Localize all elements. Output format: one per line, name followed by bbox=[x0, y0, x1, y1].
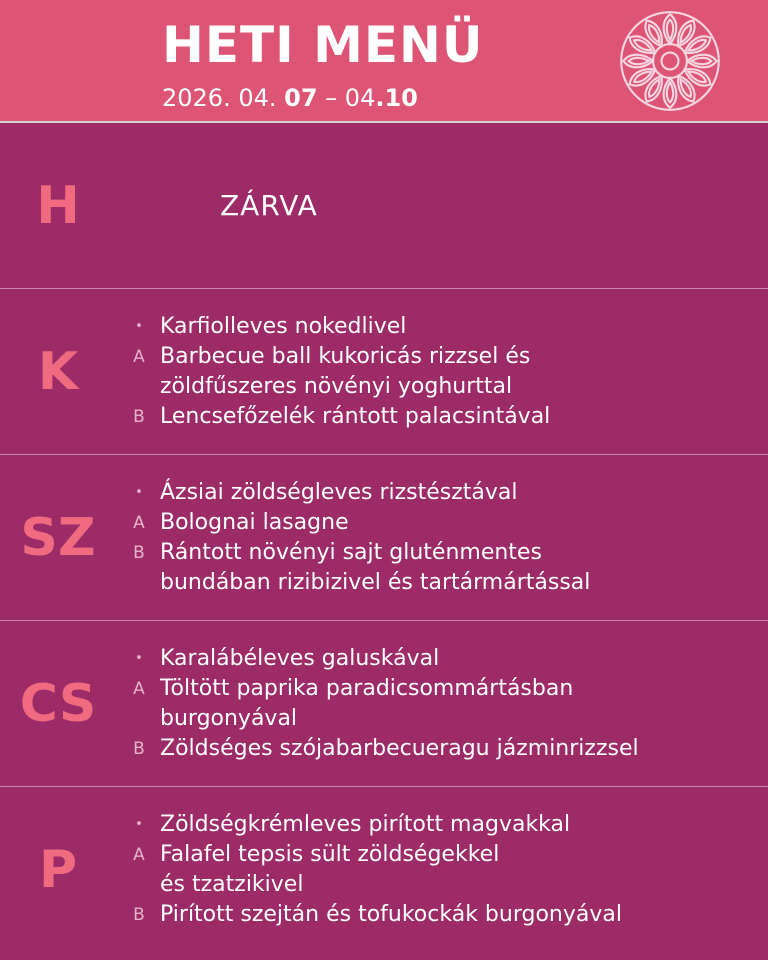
menu-item-text: Karfiolleves nokedlivel bbox=[160, 313, 407, 339]
menu-days bbox=[0, 123, 768, 953]
menu-item-line bbox=[118, 342, 758, 372]
menu-item-text: Barbecue ball kukoricás rizzsel és bbox=[160, 343, 531, 369]
day-letter: H bbox=[36, 175, 80, 236]
menu-item-line bbox=[118, 704, 758, 734]
menu-item-line bbox=[118, 538, 758, 568]
menu-items bbox=[118, 621, 758, 786]
menu-item-marker: A bbox=[133, 512, 145, 533]
menu-item-marker: • bbox=[135, 318, 143, 334]
menu-item-marker: B bbox=[133, 542, 145, 563]
menu-item-text: bundában rizibizivel és tartármártással bbox=[160, 569, 591, 595]
page-title: HETI MENÜ bbox=[162, 16, 484, 74]
menu-item-text: Karalábéleves galuskával bbox=[160, 645, 440, 671]
date-separator: – 04 bbox=[317, 84, 376, 112]
menu-item-line bbox=[118, 870, 758, 900]
date-start-day: 07 bbox=[284, 84, 318, 112]
day-row bbox=[0, 787, 768, 953]
menu-item-text: Rántott növényi sajt gluténmentes bbox=[160, 539, 542, 565]
day-letter: K bbox=[37, 341, 79, 402]
closed-label: ZÁRVA bbox=[220, 189, 318, 222]
menu-item-line bbox=[118, 372, 758, 402]
menu-item-text: Zöldségkrémleves pirított magvakkal bbox=[160, 812, 571, 837]
mandala-icon bbox=[617, 8, 723, 114]
menu-item-text: Ázsiai zöldségleves rizstésztával bbox=[160, 479, 518, 505]
menu-item-text: és tzatzikivel bbox=[160, 872, 304, 897]
menu-item-text: zöldfűszeres növényi yoghurttal bbox=[160, 373, 513, 399]
menu-item-text: burgonyával bbox=[160, 705, 298, 731]
menu-item-line bbox=[118, 900, 758, 930]
menu-item-marker: A bbox=[133, 346, 145, 367]
menu-item-marker: • bbox=[135, 484, 143, 500]
menu-item-text: Pirított szejtán és tofukockák burgonyával bbox=[160, 902, 622, 927]
header bbox=[0, 0, 768, 123]
menu-item-marker bbox=[118, 372, 160, 402]
menu-item-marker: B bbox=[133, 406, 145, 427]
menu-item-marker: • bbox=[135, 650, 143, 666]
menu-item-text: Zöldséges szójabarbecueragu jázminrizzsel bbox=[160, 735, 639, 761]
menu-item-line bbox=[118, 644, 758, 674]
menu-item-line bbox=[118, 840, 758, 870]
menu-item-line bbox=[118, 810, 758, 840]
date-end-day: .10 bbox=[375, 84, 418, 112]
day-letter: P bbox=[38, 840, 78, 900]
menu-item-line bbox=[118, 734, 758, 764]
menu-item-text: Falafel tepsis sült zöldségekkel bbox=[160, 842, 500, 867]
menu-items bbox=[118, 787, 758, 953]
day-row bbox=[0, 621, 768, 787]
menu-item-marker: • bbox=[135, 817, 143, 832]
menu-item-marker: B bbox=[133, 905, 145, 925]
menu-item-marker: A bbox=[133, 678, 145, 699]
day-row bbox=[0, 455, 768, 621]
menu-item-line bbox=[118, 402, 758, 432]
menu-item-marker: B bbox=[133, 738, 145, 759]
menu-item-marker bbox=[118, 704, 160, 734]
menu-item-text: Töltött paprika paradicsommártásban bbox=[160, 675, 574, 701]
menu-item-marker bbox=[118, 568, 160, 598]
menu-item-line bbox=[118, 674, 758, 704]
menu-item-line bbox=[118, 478, 758, 508]
menu-item-marker: A bbox=[133, 845, 145, 865]
day-row bbox=[0, 123, 768, 289]
menu-item-text: Bolognai lasagne bbox=[160, 509, 349, 535]
menu-item-line bbox=[118, 568, 758, 598]
menu-items bbox=[118, 289, 758, 454]
date-prefix: 2026. 04. bbox=[162, 84, 285, 112]
menu-item-line bbox=[118, 508, 758, 538]
menu-items bbox=[118, 455, 758, 620]
menu-item-text: Lencsefőzelék rántott palacsintával bbox=[160, 403, 551, 429]
menu-item-line bbox=[118, 312, 758, 342]
menu-item-marker bbox=[118, 870, 160, 900]
day-letter: SZ bbox=[20, 507, 96, 568]
date-range bbox=[162, 82, 418, 114]
day-letter: CS bbox=[19, 673, 97, 734]
day-row bbox=[0, 289, 768, 455]
